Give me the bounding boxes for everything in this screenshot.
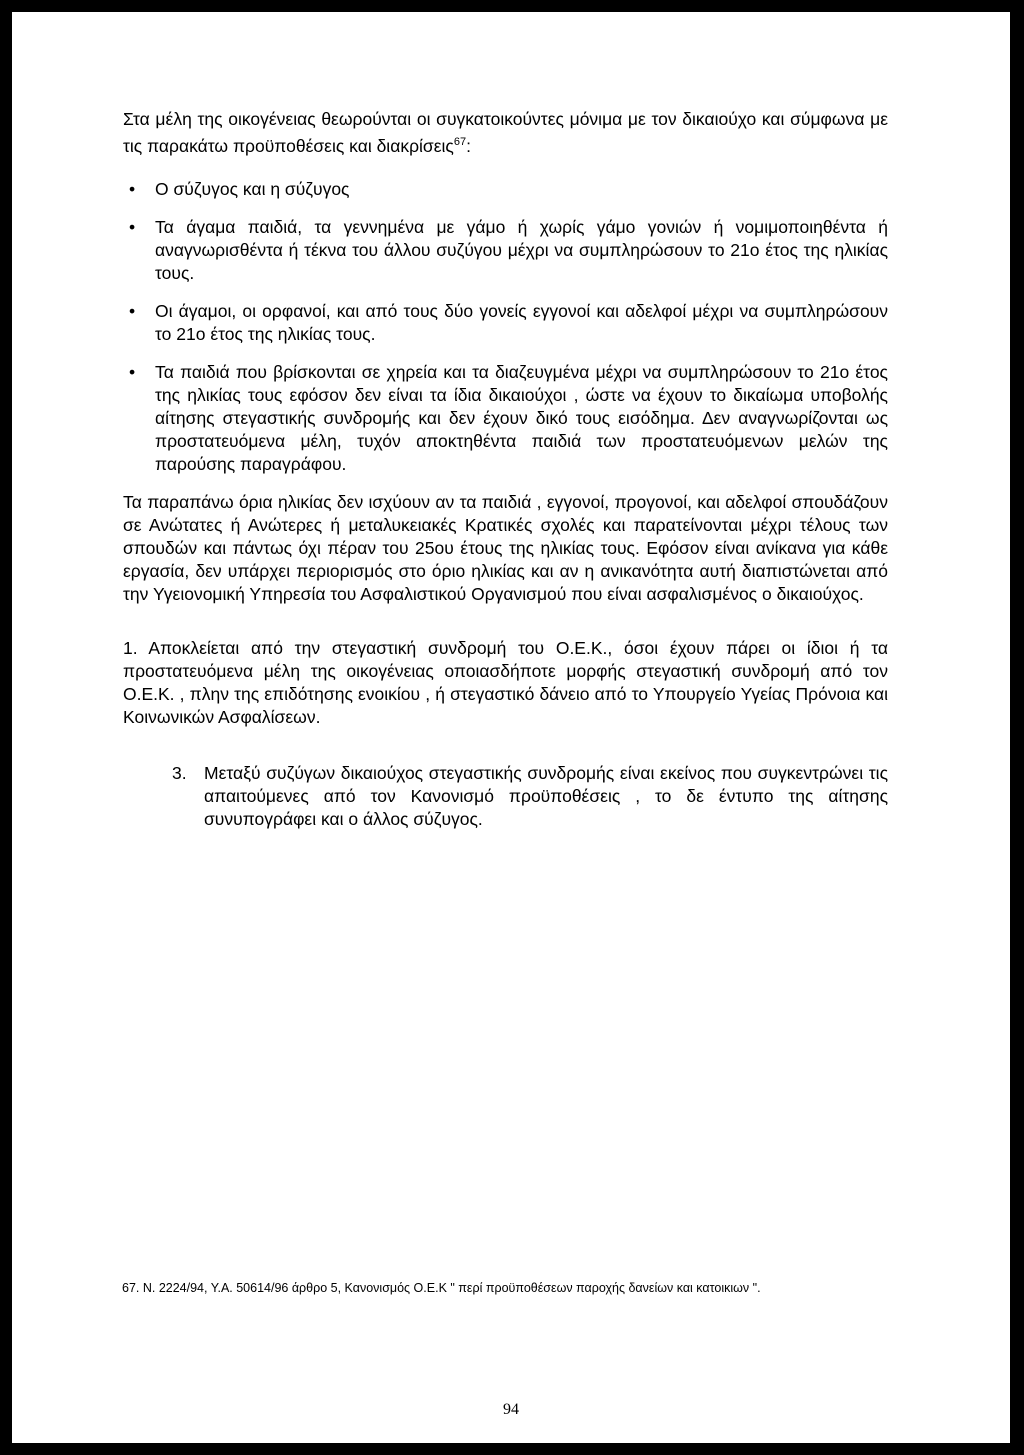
- intro-text: Στα μέλη της οικογένειας θεωρούνται οι συγκατοικούντες μόνιμα με τον δικαιούχο και σύμφωνα με τις παρακάτω προϋποθέσεις και διακρίσεις: [123, 109, 888, 156]
- item-number: 1.: [123, 637, 138, 658]
- footnote: 67. Ν. 2224/94, Υ.Α. 50614/96 άρθρο 5, Κανονισμός Ο.Ε.Κ " περί προϋποθέσεων παροχής δανείων και κατοικιων ".: [122, 1281, 761, 1295]
- item-text: Αποκλείεται από την στεγαστική συνδρομή του Ο.Ε.Κ., όσοι έχουν πάρει οι ίδιοι ή τα προστατευόμενα μέλη της οικογένειας οποιασδήποτε μορφής στεγαστική συνδρομή από τον Ο.Ε.Κ. , πλην της επιδότησης ενοικίου , ή στεγαστικό δάνειο από το Υπουργείο Υγείας Πρόνοια και Κοινωνικών Ασφαλίσεων.: [123, 637, 888, 727]
- page-number: 94: [503, 1401, 519, 1418]
- list-item: [123, 361, 888, 476]
- bullet-icon: •: [129, 178, 136, 199]
- list-item-text: Ο σύζυγος και η σύζυγος: [155, 178, 350, 199]
- item-text: Μεταξύ συζύγων δικαιούχος στεγαστικής συνδρομής είναι εκείνος που συγκεντρώνει τις απαιτούμενες από τον Κανονισμό προϋποθέσεις , το δε έντυπο της αίτησης συνυπογράφει και ο άλλος σύζυγος.: [204, 762, 888, 829]
- bullet-icon: •: [129, 300, 136, 321]
- list-item-text: Οι άγαμοι, οι ορφανοί, και από τους δύο γονείς εγγονοί και αδελφοί μέχρι να συμπληρώσουν το 21ο έτος της ηλικίας τους.: [155, 300, 888, 344]
- age-limits-paragraph: Τα παραπάνω όρια ηλικίας δεν ισχύουν αν τα παιδιά , εγγονοί, προγονοί, και αδελφοί σπουδάζουν σε Ανώτατες ή Ανώτερες ή μεταλυκειακές Κρατικές σχολές και παρατείνονται μέχρι τέλους των σπουδών και πάντως όχι πέραν του 25ου έτους της ηλικίας τους. Εφόσον είναι ανίκανα για κάθε εργασία, δεν υπάρχει περιορισμός στο όριο ηλικίας και αν η ανικανότητα αυτή διαπιστώνεται από την Υγειονομική Υπηρεσία του Ασφαλιστικού Οργανισμού που είναι ασφαλισμένος ο δικαιούχος.: [123, 491, 888, 604]
- footnote-reference[interactable]: 67: [453, 136, 467, 148]
- list-item: [123, 300, 888, 346]
- numbered-item-3: [123, 762, 888, 831]
- item-number: 3.: [172, 762, 187, 783]
- page-body: [123, 108, 888, 831]
- family-members-list: [123, 178, 888, 476]
- bullet-icon: •: [129, 216, 136, 237]
- list-item: [123, 178, 888, 201]
- intro-paragraph: [123, 108, 888, 158]
- list-item-text: Τα παιδιά που βρίσκονται σε χηρεία και τα διαζευγμένα μέχρι να συμπληρώσουν το 21ο έτος της ηλικίας τους εφόσον δεν είναι τα ίδια δικαιούχοι , ώστε να έχουν το δικαίωμα υποβολής αίτησης στεγαστικής συνδρομής και δεν έχουν δικό τους εισόδημα. Δεν αναγνωρίζονται ως προστατευόμενα μέλη, τυχόν αποκτηθέντα παιδιά των προστατευόμενων μελών της παρούσης παραγράφου.: [155, 361, 888, 474]
- numbered-item-1: [123, 637, 888, 729]
- document-page: [12, 12, 1010, 1443]
- intro-suffix: :: [466, 135, 471, 156]
- list-item-text: Τα άγαμα παιδιά, τα γεννημένα με γάμο ή χωρίς γάμο γονιών ή νομιμοποιηθέντα ή αναγνωρισθέντα ή τέκνα του άλλου συζύγου μέχρι να συμπληρώσουν το 21ο έτος της ηλικίας τους.: [155, 216, 888, 283]
- bullet-icon: •: [129, 361, 136, 382]
- list-item: [123, 216, 888, 285]
